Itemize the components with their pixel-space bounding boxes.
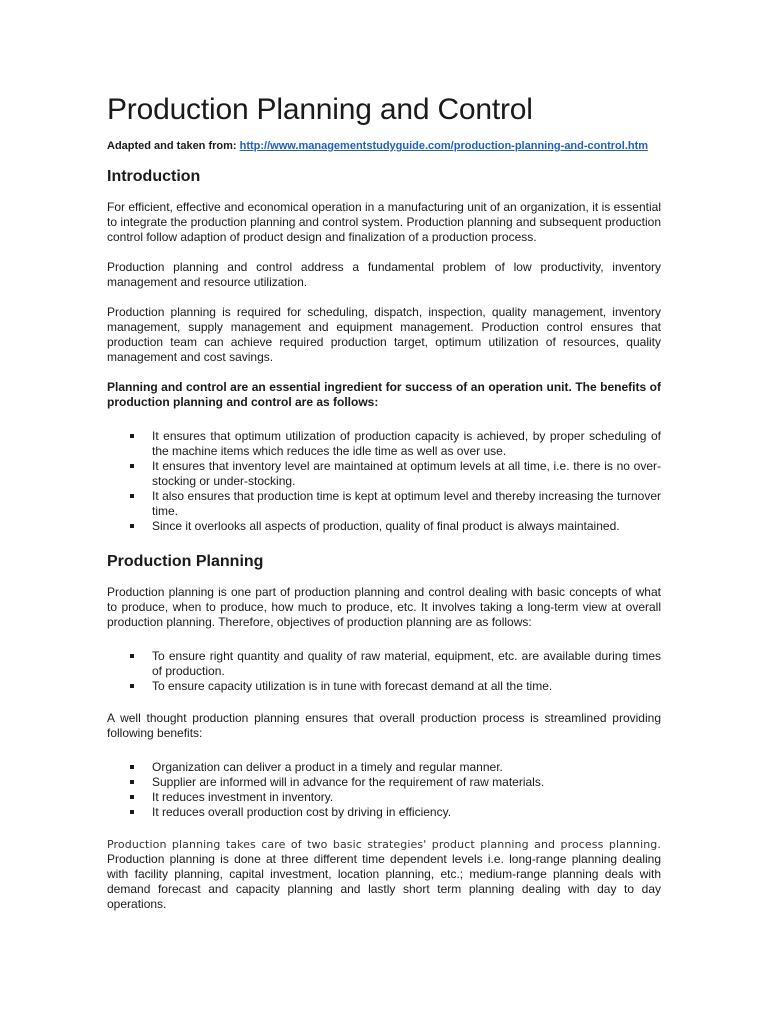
list-item: It also ensures that production time is kept at optimum level and thereby increasing the turnover time. <box>107 489 661 519</box>
planning-paragraph-1: Production planning is one part of production planning and control dealing with basic concepts of what to produce, when to produce, how much to produce, etc. It involves taking a long-term view at overall production planning. Therefore, objectives of production planning are as follows: <box>107 585 661 629</box>
source-link[interactable]: http://www.managementstudyguide.com/production-planning-and-control.htm <box>239 140 649 152</box>
list-item: To ensure capacity utilization is in tune with forecast demand at all the time. <box>107 679 661 694</box>
intro-paragraph-2: Production planning and control address a fundamental problem of low productivity, inventory management and resource utilization. <box>107 260 661 289</box>
bullet-icon <box>130 524 134 528</box>
intro-paragraph-4: Planning and control are an essential ingredient for success of an operation unit. The benefits of production planning and control are as follows: <box>107 380 661 409</box>
list-item: It ensures that inventory level are maintained at optimum levels at all time, i.e. there is no over-stocking or under-stocking. <box>107 459 661 489</box>
list-item: It reduces overall production cost by driving in efficiency. <box>107 805 661 820</box>
bullet-icon <box>130 434 134 438</box>
list-item: It reduces investment in inventory. <box>107 790 661 805</box>
source-label: Adapted and taken from: <box>107 140 240 152</box>
bullet-icon <box>130 654 134 658</box>
strategies-sentence: Production planning takes care of two basic strategies' product planning and process planning. <box>107 838 661 851</box>
intro-paragraph-3: Production planning is required for scheduling, dispatch, inspection, quality management, inventory management, supply management and equipment management. Production control ensures that production team can achieve required production target, optimum utilization of resources, quality management and cost savings. <box>107 305 661 364</box>
bullet-icon <box>130 684 134 688</box>
source-line <box>107 139 661 153</box>
list-item: To ensure right quantity and quality of raw material, equipment, etc. are available during times of production. <box>107 649 661 679</box>
list-item: Organization can deliver a product in a timely and regular manner. <box>107 760 661 775</box>
planning-benefits-list <box>107 760 661 820</box>
list-item: Since it overlooks all aspects of production, quality of final product is always maintained. <box>107 519 661 534</box>
production-planning-heading: Production Planning <box>107 553 264 570</box>
levels-sentence: Production planning is done at three different time dependent levels i.e. long-range planning dealing with facility planning, capital investment, location planning, etc.; medium-range planning deals with demand forecast and capacity planning and lastly short term planning dealing with day to day operations. <box>107 852 661 911</box>
bullet-icon <box>130 464 134 468</box>
planning-paragraph-3 <box>107 837 661 912</box>
bullet-icon <box>130 765 134 769</box>
bullet-icon <box>130 780 134 784</box>
list-item: Supplier are informed will in advance for the requirement of raw materials. <box>107 775 661 790</box>
bullet-icon <box>130 494 134 498</box>
page-title: Production Planning and Control <box>107 93 533 126</box>
intro-paragraph-1: For efficient, effective and economical operation in a manufacturing unit of an organization, it is essential to integrate the production planning and control system. Production planning and subsequent production control follow adaption of product design and finalization of a production process. <box>107 200 661 244</box>
bullet-icon <box>130 810 134 814</box>
bullet-icon <box>130 795 134 799</box>
planning-paragraph-2: A well thought production planning ensures that overall production process is streamlined providing following benefits: <box>107 711 661 740</box>
objectives-list <box>107 649 661 694</box>
list-item: It ensures that optimum utilization of production capacity is achieved, by proper scheduling of the machine items which reduces the idle time as well as over use. <box>107 429 661 459</box>
benefits-list <box>107 429 661 534</box>
introduction-heading: Introduction <box>107 168 201 185</box>
